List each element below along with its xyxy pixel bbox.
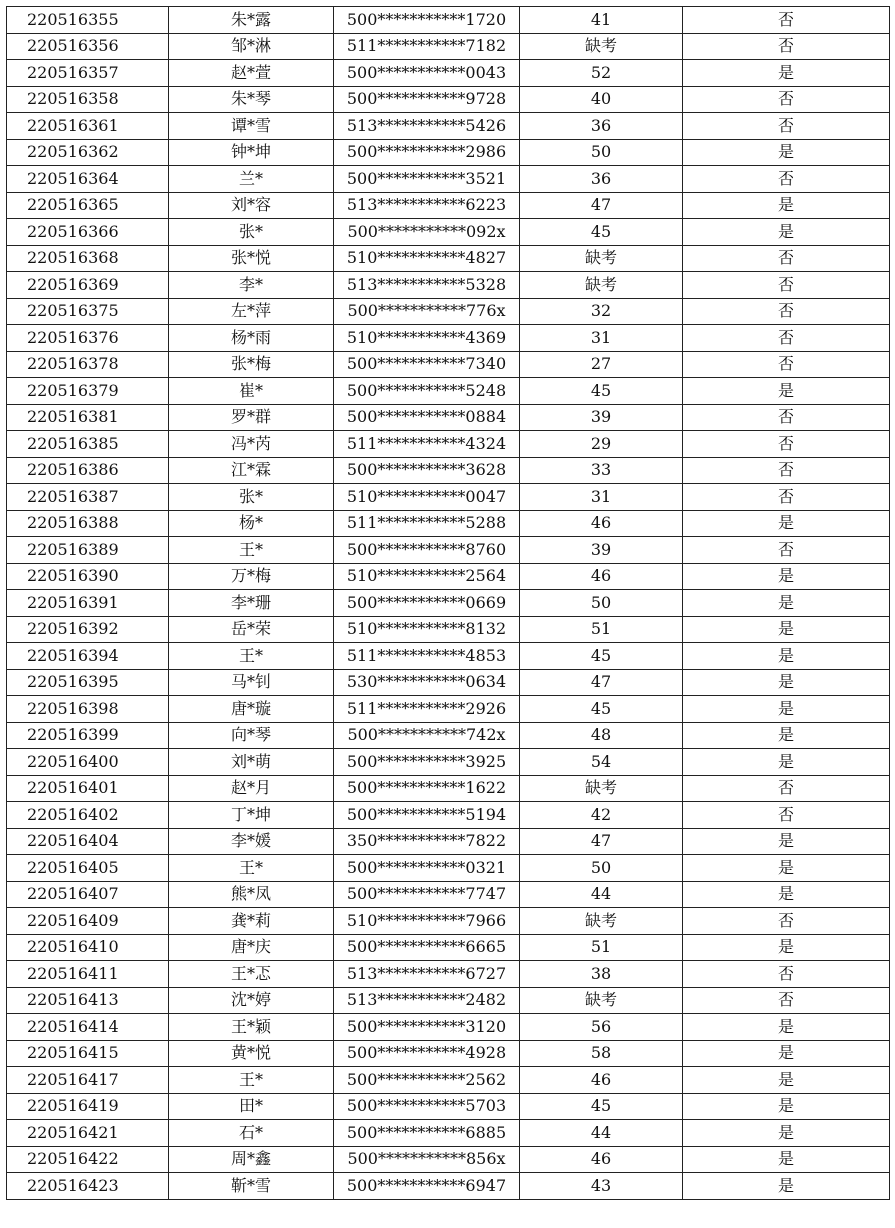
exam-number-cell: 220516358 bbox=[7, 86, 169, 113]
table-row bbox=[7, 537, 890, 564]
results-table-body bbox=[7, 7, 890, 1200]
id-number-cell: 500***********856x bbox=[334, 1146, 520, 1173]
table-row bbox=[7, 1120, 890, 1147]
id-number-cell: 500***********1622 bbox=[334, 775, 520, 802]
id-number-cell: 500***********6665 bbox=[334, 934, 520, 961]
name-cell: 李*媛 bbox=[169, 828, 334, 855]
exam-number-cell: 220516401 bbox=[7, 775, 169, 802]
interview-status-cell: 是 bbox=[683, 378, 890, 405]
score-cell: 52 bbox=[520, 60, 683, 87]
score-cell: 46 bbox=[520, 1067, 683, 1094]
table-row bbox=[7, 1173, 890, 1200]
table-row bbox=[7, 60, 890, 87]
id-number-cell: 513***********6223 bbox=[334, 192, 520, 219]
exam-number-cell: 220516404 bbox=[7, 828, 169, 855]
interview-status-cell: 否 bbox=[683, 961, 890, 988]
table-row bbox=[7, 934, 890, 961]
interview-status-cell: 是 bbox=[683, 669, 890, 696]
name-cell: 沈*婷 bbox=[169, 987, 334, 1014]
id-number-cell: 500***********3628 bbox=[334, 457, 520, 484]
exam-number-cell: 220516422 bbox=[7, 1146, 169, 1173]
interview-status-cell: 是 bbox=[683, 563, 890, 590]
score-cell: 51 bbox=[520, 934, 683, 961]
id-number-cell: 511***********4853 bbox=[334, 643, 520, 670]
exam-number-cell: 220516410 bbox=[7, 934, 169, 961]
interview-status-cell: 否 bbox=[683, 431, 890, 458]
exam-number-cell: 220516364 bbox=[7, 166, 169, 193]
name-cell: 张* bbox=[169, 219, 334, 246]
name-cell: 石* bbox=[169, 1120, 334, 1147]
name-cell: 靳*雪 bbox=[169, 1173, 334, 1200]
score-cell: 39 bbox=[520, 404, 683, 431]
table-row bbox=[7, 192, 890, 219]
name-cell: 唐*璇 bbox=[169, 696, 334, 723]
exam-number-cell: 220516378 bbox=[7, 351, 169, 378]
exam-number-cell: 220516399 bbox=[7, 722, 169, 749]
score-cell: 缺考 bbox=[520, 987, 683, 1014]
exam-number-cell: 220516369 bbox=[7, 272, 169, 299]
interview-status-cell: 否 bbox=[683, 245, 890, 272]
score-cell: 45 bbox=[520, 643, 683, 670]
interview-status-cell: 否 bbox=[683, 987, 890, 1014]
exam-number-cell: 220516398 bbox=[7, 696, 169, 723]
exam-number-cell: 220516376 bbox=[7, 325, 169, 352]
name-cell: 向*琴 bbox=[169, 722, 334, 749]
table-row bbox=[7, 1040, 890, 1067]
score-cell: 39 bbox=[520, 537, 683, 564]
interview-status-cell: 是 bbox=[683, 192, 890, 219]
id-number-cell: 513***********5328 bbox=[334, 272, 520, 299]
interview-status-cell: 否 bbox=[683, 325, 890, 352]
score-cell: 50 bbox=[520, 139, 683, 166]
interview-status-cell: 否 bbox=[683, 537, 890, 564]
exam-number-cell: 220516355 bbox=[7, 7, 169, 34]
exam-number-cell: 220516385 bbox=[7, 431, 169, 458]
exam-number-cell: 220516394 bbox=[7, 643, 169, 670]
exam-number-cell: 220516407 bbox=[7, 881, 169, 908]
exam-number-cell: 220516390 bbox=[7, 563, 169, 590]
exam-number-cell: 220516386 bbox=[7, 457, 169, 484]
table-row bbox=[7, 325, 890, 352]
id-number-cell: 500***********776x bbox=[334, 298, 520, 325]
name-cell: 崔* bbox=[169, 378, 334, 405]
name-cell: 万*梅 bbox=[169, 563, 334, 590]
table-row bbox=[7, 643, 890, 670]
score-cell: 36 bbox=[520, 166, 683, 193]
interview-status-cell: 是 bbox=[683, 722, 890, 749]
exam-number-cell: 220516368 bbox=[7, 245, 169, 272]
score-cell: 29 bbox=[520, 431, 683, 458]
score-cell: 33 bbox=[520, 457, 683, 484]
name-cell: 李*珊 bbox=[169, 590, 334, 617]
interview-status-cell: 是 bbox=[683, 616, 890, 643]
interview-status-cell: 是 bbox=[683, 139, 890, 166]
table-row bbox=[7, 457, 890, 484]
name-cell: 朱*露 bbox=[169, 7, 334, 34]
table-row bbox=[7, 510, 890, 537]
id-number-cell: 511***********7182 bbox=[334, 33, 520, 60]
name-cell: 岳*荣 bbox=[169, 616, 334, 643]
name-cell: 杨* bbox=[169, 510, 334, 537]
name-cell: 王*颖 bbox=[169, 1014, 334, 1041]
score-cell: 41 bbox=[520, 7, 683, 34]
table-row bbox=[7, 113, 890, 140]
exam-number-cell: 220516392 bbox=[7, 616, 169, 643]
interview-status-cell: 否 bbox=[683, 298, 890, 325]
id-number-cell: 500***********0669 bbox=[334, 590, 520, 617]
exam-number-cell: 220516356 bbox=[7, 33, 169, 60]
table-row bbox=[7, 563, 890, 590]
id-number-cell: 500***********742x bbox=[334, 722, 520, 749]
id-number-cell: 510***********4369 bbox=[334, 325, 520, 352]
score-cell: 46 bbox=[520, 563, 683, 590]
score-cell: 44 bbox=[520, 881, 683, 908]
table-row bbox=[7, 378, 890, 405]
id-number-cell: 510***********7966 bbox=[334, 908, 520, 935]
table-row bbox=[7, 166, 890, 193]
exam-number-cell: 220516361 bbox=[7, 113, 169, 140]
table-row bbox=[7, 7, 890, 34]
name-cell: 赵*月 bbox=[169, 775, 334, 802]
exam-number-cell: 220516379 bbox=[7, 378, 169, 405]
name-cell: 邹*淋 bbox=[169, 33, 334, 60]
id-number-cell: 511***********2926 bbox=[334, 696, 520, 723]
name-cell: 罗*群 bbox=[169, 404, 334, 431]
interview-status-cell: 是 bbox=[683, 590, 890, 617]
table-row bbox=[7, 722, 890, 749]
interview-status-cell: 否 bbox=[683, 33, 890, 60]
table-row bbox=[7, 1014, 890, 1041]
exam-number-cell: 220516391 bbox=[7, 590, 169, 617]
id-number-cell: 510***********4827 bbox=[334, 245, 520, 272]
table-row bbox=[7, 802, 890, 829]
table-row bbox=[7, 272, 890, 299]
exam-number-cell: 220516389 bbox=[7, 537, 169, 564]
interview-status-cell: 是 bbox=[683, 1146, 890, 1173]
id-number-cell: 510***********8132 bbox=[334, 616, 520, 643]
score-cell: 47 bbox=[520, 669, 683, 696]
interview-status-cell: 是 bbox=[683, 934, 890, 961]
exam-number-cell: 220516388 bbox=[7, 510, 169, 537]
name-cell: 冯*芮 bbox=[169, 431, 334, 458]
table-row bbox=[7, 298, 890, 325]
interview-status-cell: 是 bbox=[683, 1093, 890, 1120]
id-number-cell: 500***********4928 bbox=[334, 1040, 520, 1067]
id-number-cell: 500***********8760 bbox=[334, 537, 520, 564]
score-cell: 46 bbox=[520, 510, 683, 537]
score-cell: 47 bbox=[520, 828, 683, 855]
interview-status-cell: 否 bbox=[683, 7, 890, 34]
score-cell: 51 bbox=[520, 616, 683, 643]
id-number-cell: 500***********6885 bbox=[334, 1120, 520, 1147]
exam-number-cell: 220516415 bbox=[7, 1040, 169, 1067]
name-cell: 王* bbox=[169, 855, 334, 882]
table-row bbox=[7, 749, 890, 776]
table-row bbox=[7, 351, 890, 378]
score-cell: 48 bbox=[520, 722, 683, 749]
table-row bbox=[7, 404, 890, 431]
table-row bbox=[7, 828, 890, 855]
interview-status-cell: 是 bbox=[683, 510, 890, 537]
score-cell: 45 bbox=[520, 696, 683, 723]
name-cell: 黄*悦 bbox=[169, 1040, 334, 1067]
score-cell: 31 bbox=[520, 325, 683, 352]
score-cell: 31 bbox=[520, 484, 683, 511]
score-cell: 45 bbox=[520, 378, 683, 405]
id-number-cell: 350***********7822 bbox=[334, 828, 520, 855]
id-number-cell: 530***********0634 bbox=[334, 669, 520, 696]
interview-status-cell: 是 bbox=[683, 1120, 890, 1147]
table-row bbox=[7, 775, 890, 802]
interview-status-cell: 否 bbox=[683, 166, 890, 193]
id-number-cell: 500***********1720 bbox=[334, 7, 520, 34]
name-cell: 赵*萱 bbox=[169, 60, 334, 87]
score-cell: 32 bbox=[520, 298, 683, 325]
interview-status-cell: 是 bbox=[683, 1173, 890, 1200]
score-cell: 缺考 bbox=[520, 245, 683, 272]
exam-number-cell: 220516414 bbox=[7, 1014, 169, 1041]
interview-status-cell: 否 bbox=[683, 86, 890, 113]
table-row bbox=[7, 86, 890, 113]
table-row bbox=[7, 590, 890, 617]
id-number-cell: 500***********5248 bbox=[334, 378, 520, 405]
name-cell: 左*萍 bbox=[169, 298, 334, 325]
name-cell: 熊*凤 bbox=[169, 881, 334, 908]
id-number-cell: 513***********5426 bbox=[334, 113, 520, 140]
score-cell: 缺考 bbox=[520, 33, 683, 60]
name-cell: 谭*雪 bbox=[169, 113, 334, 140]
interview-status-cell: 是 bbox=[683, 696, 890, 723]
table-row bbox=[7, 139, 890, 166]
interview-status-cell: 否 bbox=[683, 775, 890, 802]
exam-number-cell: 220516419 bbox=[7, 1093, 169, 1120]
name-cell: 江*霖 bbox=[169, 457, 334, 484]
exam-number-cell: 220516409 bbox=[7, 908, 169, 935]
name-cell: 龚*莉 bbox=[169, 908, 334, 935]
interview-status-cell: 是 bbox=[683, 855, 890, 882]
name-cell: 马*钊 bbox=[169, 669, 334, 696]
interview-status-cell: 是 bbox=[683, 881, 890, 908]
name-cell: 张* bbox=[169, 484, 334, 511]
interview-status-cell: 否 bbox=[683, 484, 890, 511]
table-row bbox=[7, 881, 890, 908]
id-number-cell: 500***********5194 bbox=[334, 802, 520, 829]
score-cell: 46 bbox=[520, 1146, 683, 1173]
exam-number-cell: 220516381 bbox=[7, 404, 169, 431]
exam-number-cell: 220516366 bbox=[7, 219, 169, 246]
exam-number-cell: 220516365 bbox=[7, 192, 169, 219]
interview-status-cell: 是 bbox=[683, 643, 890, 670]
interview-status-cell: 是 bbox=[683, 1067, 890, 1094]
id-number-cell: 500***********7340 bbox=[334, 351, 520, 378]
table-row bbox=[7, 33, 890, 60]
exam-number-cell: 220516423 bbox=[7, 1173, 169, 1200]
score-cell: 44 bbox=[520, 1120, 683, 1147]
score-cell: 47 bbox=[520, 192, 683, 219]
id-number-cell: 510***********0047 bbox=[334, 484, 520, 511]
name-cell: 朱*琴 bbox=[169, 86, 334, 113]
interview-status-cell: 否 bbox=[683, 802, 890, 829]
exam-number-cell: 220516362 bbox=[7, 139, 169, 166]
score-cell: 50 bbox=[520, 855, 683, 882]
name-cell: 王* bbox=[169, 643, 334, 670]
score-cell: 36 bbox=[520, 113, 683, 140]
interview-status-cell: 否 bbox=[683, 908, 890, 935]
table-row bbox=[7, 245, 890, 272]
exam-number-cell: 220516400 bbox=[7, 749, 169, 776]
name-cell: 丁*坤 bbox=[169, 802, 334, 829]
name-cell: 田* bbox=[169, 1093, 334, 1120]
score-cell: 45 bbox=[520, 1093, 683, 1120]
interview-status-cell: 否 bbox=[683, 272, 890, 299]
exam-number-cell: 220516411 bbox=[7, 961, 169, 988]
interview-status-cell: 是 bbox=[683, 828, 890, 855]
name-cell: 刘*萌 bbox=[169, 749, 334, 776]
id-number-cell: 500***********092x bbox=[334, 219, 520, 246]
score-cell: 40 bbox=[520, 86, 683, 113]
name-cell: 王*忑 bbox=[169, 961, 334, 988]
score-cell: 27 bbox=[520, 351, 683, 378]
id-number-cell: 500***********3120 bbox=[334, 1014, 520, 1041]
id-number-cell: 500***********2562 bbox=[334, 1067, 520, 1094]
interview-status-cell: 是 bbox=[683, 1040, 890, 1067]
table-row bbox=[7, 1093, 890, 1120]
name-cell: 张*梅 bbox=[169, 351, 334, 378]
name-cell: 王* bbox=[169, 1067, 334, 1094]
exam-number-cell: 220516395 bbox=[7, 669, 169, 696]
table-row bbox=[7, 219, 890, 246]
interview-status-cell: 是 bbox=[683, 60, 890, 87]
exam-number-cell: 220516375 bbox=[7, 298, 169, 325]
name-cell: 唐*庆 bbox=[169, 934, 334, 961]
interview-status-cell: 否 bbox=[683, 351, 890, 378]
id-number-cell: 500***********3521 bbox=[334, 166, 520, 193]
interview-status-cell: 否 bbox=[683, 404, 890, 431]
name-cell: 兰* bbox=[169, 166, 334, 193]
score-cell: 缺考 bbox=[520, 272, 683, 299]
name-cell: 李* bbox=[169, 272, 334, 299]
exam-number-cell: 220516421 bbox=[7, 1120, 169, 1147]
id-number-cell: 500***********0043 bbox=[334, 60, 520, 87]
id-number-cell: 500***********0884 bbox=[334, 404, 520, 431]
id-number-cell: 513***********6727 bbox=[334, 961, 520, 988]
score-cell: 43 bbox=[520, 1173, 683, 1200]
score-cell: 56 bbox=[520, 1014, 683, 1041]
exam-number-cell: 220516413 bbox=[7, 987, 169, 1014]
score-cell: 58 bbox=[520, 1040, 683, 1067]
table-row bbox=[7, 484, 890, 511]
id-number-cell: 511***********5288 bbox=[334, 510, 520, 537]
id-number-cell: 500***********6947 bbox=[334, 1173, 520, 1200]
id-number-cell: 500***********5703 bbox=[334, 1093, 520, 1120]
table-row bbox=[7, 961, 890, 988]
score-cell: 缺考 bbox=[520, 775, 683, 802]
score-cell: 38 bbox=[520, 961, 683, 988]
score-cell: 45 bbox=[520, 219, 683, 246]
table-row bbox=[7, 431, 890, 458]
table-row bbox=[7, 1067, 890, 1094]
interview-status-cell: 是 bbox=[683, 219, 890, 246]
score-cell: 42 bbox=[520, 802, 683, 829]
id-number-cell: 500***********0321 bbox=[334, 855, 520, 882]
exam-number-cell: 220516417 bbox=[7, 1067, 169, 1094]
id-number-cell: 513***********2482 bbox=[334, 987, 520, 1014]
interview-status-cell: 否 bbox=[683, 113, 890, 140]
name-cell: 王* bbox=[169, 537, 334, 564]
name-cell: 刘*容 bbox=[169, 192, 334, 219]
table-row bbox=[7, 616, 890, 643]
exam-number-cell: 220516387 bbox=[7, 484, 169, 511]
exam-number-cell: 220516402 bbox=[7, 802, 169, 829]
results-table bbox=[6, 6, 890, 1200]
table-row bbox=[7, 855, 890, 882]
interview-status-cell: 是 bbox=[683, 1014, 890, 1041]
results-sheet bbox=[6, 6, 889, 1200]
table-row bbox=[7, 908, 890, 935]
name-cell: 钟*坤 bbox=[169, 139, 334, 166]
score-cell: 50 bbox=[520, 590, 683, 617]
score-cell: 缺考 bbox=[520, 908, 683, 935]
id-number-cell: 500***********9728 bbox=[334, 86, 520, 113]
exam-number-cell: 220516405 bbox=[7, 855, 169, 882]
name-cell: 周*鑫 bbox=[169, 1146, 334, 1173]
table-row bbox=[7, 987, 890, 1014]
id-number-cell: 500***********7747 bbox=[334, 881, 520, 908]
table-row bbox=[7, 669, 890, 696]
id-number-cell: 511***********4324 bbox=[334, 431, 520, 458]
score-cell: 54 bbox=[520, 749, 683, 776]
table-row bbox=[7, 696, 890, 723]
table-row bbox=[7, 1146, 890, 1173]
id-number-cell: 500***********2986 bbox=[334, 139, 520, 166]
interview-status-cell: 是 bbox=[683, 749, 890, 776]
id-number-cell: 500***********3925 bbox=[334, 749, 520, 776]
id-number-cell: 510***********2564 bbox=[334, 563, 520, 590]
name-cell: 张*悦 bbox=[169, 245, 334, 272]
interview-status-cell: 否 bbox=[683, 457, 890, 484]
name-cell: 杨*雨 bbox=[169, 325, 334, 352]
exam-number-cell: 220516357 bbox=[7, 60, 169, 87]
